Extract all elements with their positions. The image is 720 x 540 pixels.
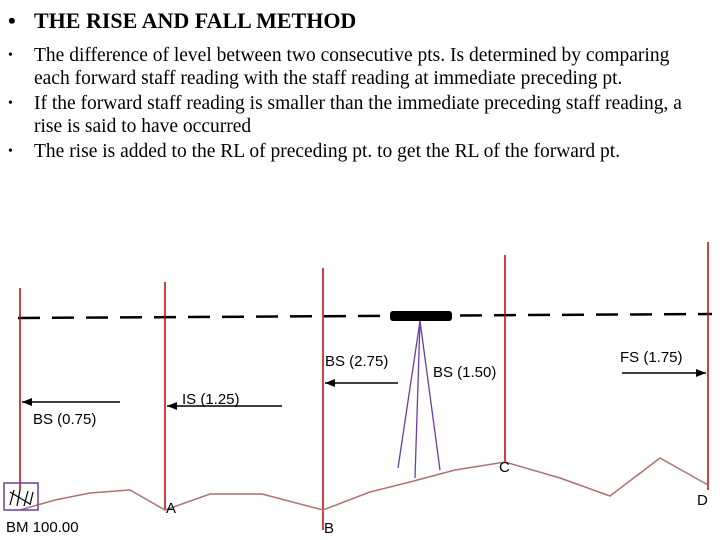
bullet-text: If the forward staff reading is smaller than the immediate preceding staff reading, a rise is said to have occurred <box>34 93 682 137</box>
arrowhead-bs1 <box>22 398 32 406</box>
arrowhead-is1 <box>167 402 177 410</box>
level-instrument <box>390 311 452 321</box>
bullet-dot: • <box>8 144 13 159</box>
label-fs: FS (1.75) <box>620 349 683 366</box>
tripod-leg <box>420 321 440 470</box>
tripod-leg <box>398 321 420 468</box>
arrowhead-fs <box>696 369 706 377</box>
label-b: B <box>324 520 335 537</box>
label-is1: IS (1.25) <box>182 391 240 408</box>
label-c: C <box>499 459 510 476</box>
label-bm: BM 100.00 <box>6 519 79 536</box>
arrowhead-bs2 <box>325 379 335 387</box>
bullet-text: The difference of level between two consecutive pts. Is determined by comparing each forward staff reading with the staff reading at immediate preceding pt. <box>34 45 670 89</box>
tripod-leg <box>415 321 420 478</box>
bullet-dot: • <box>8 48 13 63</box>
bullet-dot: • <box>8 96 13 111</box>
label-bs1: BS (0.75) <box>33 411 97 428</box>
label-bs2: BS (2.75) <box>325 353 389 370</box>
line-of-collimation <box>18 314 712 318</box>
label-d: D <box>697 492 708 509</box>
label-bs3: BS (1.50) <box>433 364 497 381</box>
title-bullet: • <box>8 8 16 33</box>
bench-mark-hatching <box>10 490 33 506</box>
ground-profile <box>20 458 708 510</box>
label-a: A <box>166 500 177 517</box>
bullet-text: The rise is added to the RL of preceding pt. to get the RL of the forward pt. <box>34 141 621 162</box>
title-text: THE RISE AND FALL METHOD <box>34 8 357 33</box>
